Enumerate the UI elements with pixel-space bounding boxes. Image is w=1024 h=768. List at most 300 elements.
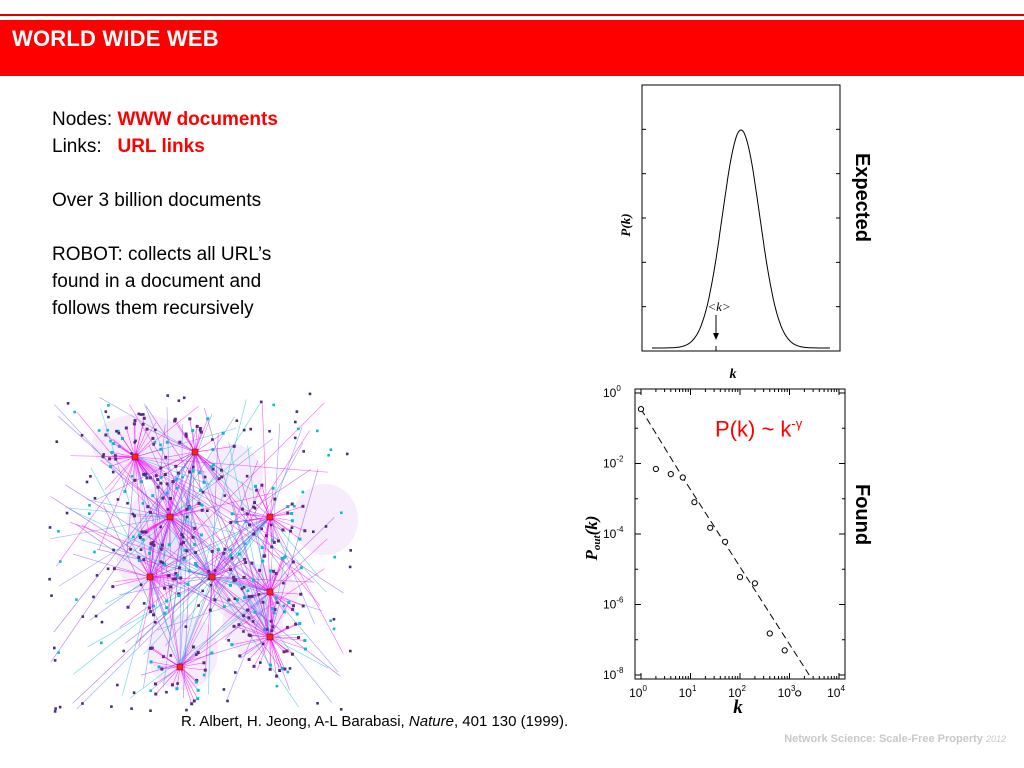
network-node (272, 570, 275, 573)
bell-curve (652, 130, 830, 348)
network-node (242, 630, 245, 633)
network-node (333, 628, 336, 631)
network-node (174, 577, 177, 580)
network-node (196, 425, 199, 428)
data-point (767, 631, 772, 636)
network-node (275, 675, 278, 678)
network-node (273, 498, 276, 501)
document-count: Over 3 billion documents (52, 190, 262, 211)
network-node (191, 429, 194, 432)
robot-line-2: found in a document and (52, 271, 262, 292)
network-node (272, 487, 275, 490)
network-node (197, 502, 200, 505)
network-node (107, 404, 110, 407)
network-node (291, 526, 294, 529)
network-node (281, 667, 284, 670)
network-node (316, 430, 319, 433)
network-node (230, 643, 233, 646)
network-node (253, 501, 256, 504)
robot-line-1: ROBOT: collects all URL’s (52, 244, 272, 265)
network-node (166, 508, 169, 511)
network-node (273, 541, 276, 544)
network-node (286, 512, 289, 515)
network-node (210, 465, 213, 468)
nodes-label: Nodes: (52, 109, 113, 130)
network-node (153, 544, 156, 547)
network-node (169, 497, 172, 500)
network-node (159, 526, 162, 529)
network-node (186, 508, 189, 511)
network-node (100, 642, 103, 645)
network-node (81, 615, 84, 618)
network-node (241, 587, 244, 590)
network-node (207, 570, 210, 573)
network-node (149, 709, 152, 712)
network-node (156, 478, 159, 481)
network-hub (267, 589, 273, 595)
network-node (197, 689, 200, 692)
network-node (259, 661, 262, 664)
network-node (220, 475, 223, 478)
network-node (247, 616, 250, 619)
links-line (52, 133, 278, 160)
network-node (179, 576, 182, 579)
network-node (300, 566, 303, 569)
network-node (329, 619, 332, 622)
network-node (201, 590, 204, 593)
network-node (214, 569, 217, 572)
network-node (197, 604, 200, 607)
reference-details: , 401 130 (1999). (453, 713, 569, 730)
network-node (139, 536, 142, 539)
network-node (118, 432, 121, 435)
network-node (202, 491, 205, 494)
network-node (102, 453, 105, 456)
network-node (327, 454, 330, 457)
network-node (134, 440, 137, 443)
network-node (252, 533, 255, 536)
network-node (131, 475, 134, 478)
reference-journal: Nature (408, 713, 454, 730)
network-node (133, 422, 136, 425)
network-node (196, 697, 199, 700)
network-node (260, 484, 263, 487)
network-node (198, 471, 201, 474)
network-node (192, 470, 195, 473)
network-node (262, 601, 265, 604)
network-node (243, 558, 246, 561)
network-node (252, 506, 255, 509)
network-node (260, 401, 263, 404)
network-node (275, 597, 278, 600)
network-node (57, 651, 60, 654)
network-link (256, 486, 270, 517)
network-node (154, 682, 157, 685)
network-node (246, 609, 249, 612)
network-node (164, 456, 167, 459)
network-hub (267, 634, 273, 640)
network-node (217, 548, 220, 551)
network-node (296, 613, 299, 616)
network-node (134, 419, 137, 422)
network-node (138, 413, 141, 416)
network-node (59, 560, 62, 563)
network-node (115, 430, 118, 433)
y-tick-label: $10^{-4}$ (603, 525, 624, 541)
network-node (186, 516, 189, 519)
network-node (75, 598, 78, 601)
network-node (73, 411, 76, 414)
network-node (294, 421, 297, 424)
network-node (206, 417, 209, 420)
network-node (192, 645, 195, 648)
x-axis-label: k (733, 697, 743, 718)
network-node (174, 465, 177, 468)
network-node (276, 685, 279, 688)
network-node (297, 428, 300, 431)
network-node (291, 653, 294, 656)
network-node (165, 606, 168, 609)
network-node (166, 441, 169, 444)
network-node (112, 442, 115, 445)
network-node (89, 475, 92, 478)
network-node (270, 524, 273, 527)
network-link (90, 577, 150, 620)
network-node (149, 610, 152, 613)
network-node (49, 526, 52, 529)
network-node (249, 428, 252, 431)
data-point (708, 525, 713, 530)
network-node (117, 498, 120, 501)
network-node (232, 580, 235, 583)
network-node (211, 438, 214, 441)
network-node (301, 505, 304, 508)
network-node (54, 707, 57, 710)
network-node (98, 429, 101, 432)
network-node (248, 595, 251, 598)
network-node (160, 668, 163, 671)
network-node (201, 509, 204, 512)
network-node (204, 669, 207, 672)
network-node (154, 621, 157, 624)
network-node (283, 668, 286, 671)
network-node (183, 396, 186, 399)
network-node (159, 448, 162, 451)
network-node (166, 482, 169, 485)
power-law-formula (715, 416, 802, 442)
network-node (304, 647, 307, 650)
network-node (248, 634, 251, 637)
network-node (94, 497, 97, 500)
network-node (127, 606, 130, 609)
network-node (232, 576, 235, 579)
network-node (203, 674, 206, 677)
network-node (237, 623, 240, 626)
expected-label: Expected (851, 153, 873, 242)
network-node (151, 437, 154, 440)
data-point (692, 500, 697, 505)
network-node (166, 394, 169, 397)
network-node (195, 653, 198, 656)
network-node (188, 506, 191, 509)
network-node (113, 567, 116, 570)
network-node (88, 504, 91, 507)
network-node (88, 512, 91, 515)
network-node (143, 602, 146, 605)
network-node (290, 512, 293, 515)
network-node (171, 480, 174, 483)
network-node (161, 544, 164, 547)
network-node (159, 467, 162, 470)
network-node (108, 457, 111, 460)
network-node (193, 699, 196, 702)
network-node (112, 549, 115, 552)
network-node (250, 562, 253, 565)
network-node (233, 625, 236, 628)
network-node (282, 528, 285, 531)
network-node (199, 489, 202, 492)
network-node (312, 530, 315, 533)
network-node (142, 413, 145, 416)
network-node (109, 465, 112, 468)
network-node (178, 399, 181, 402)
network-node (132, 536, 135, 539)
network-node (142, 538, 145, 541)
network-node (251, 595, 254, 598)
network-node (141, 530, 144, 533)
network-node (152, 613, 155, 616)
network-node (286, 626, 289, 629)
network-node (185, 549, 188, 552)
network-node (203, 481, 206, 484)
network-node (160, 476, 163, 479)
network-node (142, 423, 145, 426)
network-node (294, 623, 297, 626)
network-node (192, 536, 195, 539)
network-node (231, 512, 234, 515)
network-node (130, 707, 133, 710)
y-tick-label: $10^{-6}$ (603, 595, 624, 612)
network-node (145, 531, 148, 534)
network-node (195, 681, 198, 684)
network-node (246, 475, 249, 478)
network-node (270, 545, 273, 548)
network-node (349, 549, 352, 552)
network-node (204, 476, 207, 479)
network-node (298, 538, 301, 541)
network-node (243, 429, 246, 432)
network-node (123, 490, 126, 493)
network-node (151, 494, 154, 497)
network-node (122, 650, 125, 653)
network-node (223, 548, 226, 551)
footer-text: Network Science: Scale-Free Property (784, 733, 983, 745)
network-node (107, 567, 110, 570)
network-node (268, 430, 271, 433)
network-node (145, 476, 148, 479)
network-node (194, 551, 197, 554)
network-node (176, 682, 179, 685)
network-node (227, 639, 230, 642)
network-node (144, 473, 147, 476)
network-node (299, 593, 302, 596)
network-node (194, 562, 197, 565)
network-node (252, 665, 255, 668)
network-node (229, 584, 232, 587)
network-node (325, 525, 328, 528)
network-node (48, 578, 51, 581)
network-node (238, 654, 241, 657)
network-node (303, 639, 306, 642)
top-divider (0, 14, 1024, 16)
network-node (200, 504, 203, 507)
footer-year: 2012 (985, 734, 1006, 744)
network-node (298, 622, 301, 625)
network-node (269, 569, 272, 572)
network-node (107, 416, 110, 419)
network-node (261, 559, 264, 562)
network-node (211, 550, 214, 553)
network-node (257, 593, 260, 596)
network-hub (267, 514, 273, 520)
nodes-value: WWW documents (117, 109, 278, 130)
network-node (92, 596, 95, 599)
network-node (223, 688, 226, 691)
network-node (146, 428, 149, 431)
network-node (157, 486, 160, 489)
network-node (182, 536, 185, 539)
network-node (283, 556, 286, 559)
network-node (283, 605, 286, 608)
network-node (242, 614, 245, 617)
network-node (188, 417, 191, 420)
network-node (293, 505, 296, 508)
network-node (258, 569, 261, 572)
network-node (154, 429, 157, 432)
network-node (185, 709, 188, 712)
network-node (244, 543, 247, 546)
network-node (186, 583, 189, 586)
network-hub (167, 514, 173, 520)
network-node (150, 542, 153, 545)
network-link (270, 637, 328, 668)
network-link (195, 419, 208, 452)
network-node (116, 684, 119, 687)
network-node (163, 612, 166, 615)
network-node (277, 539, 280, 542)
robot-line-3: follows them recursively (52, 298, 254, 319)
network-node (292, 604, 295, 607)
network-node (247, 589, 250, 592)
network-node (294, 437, 297, 440)
network-node (161, 497, 164, 500)
network-node (241, 508, 244, 511)
data-point (653, 466, 658, 471)
network-node (193, 527, 196, 530)
network-node (287, 601, 290, 604)
network-node (96, 574, 99, 577)
network-node (233, 445, 236, 448)
network-node (142, 502, 145, 505)
network-node (244, 561, 247, 564)
network-node (177, 472, 180, 475)
data-point (752, 581, 757, 586)
network-node (192, 466, 195, 469)
www-network-image (40, 382, 360, 722)
network-node (234, 671, 237, 674)
y-axis-label: P(k) (618, 213, 633, 237)
network-node (223, 494, 226, 497)
network-node (104, 433, 107, 436)
expected-distribution-chart (612, 75, 842, 385)
network-node (50, 594, 53, 597)
network-hub (192, 449, 198, 455)
network-node (140, 480, 143, 483)
network-node (178, 566, 181, 569)
network-node (309, 393, 312, 396)
network-node (333, 618, 336, 621)
network-node (164, 473, 167, 476)
network-node (292, 560, 295, 563)
network-node (200, 534, 203, 537)
data-point (638, 407, 643, 412)
network-node (173, 419, 176, 422)
network-node (178, 441, 181, 444)
network-node (346, 453, 349, 456)
data-point (723, 539, 728, 544)
network-node (86, 481, 89, 484)
network-node (129, 548, 132, 551)
mean-arrow-head (713, 333, 719, 340)
x-tick-label: $10^0$ (629, 684, 647, 700)
y-tick-label: $10^{-2}$ (603, 454, 624, 471)
network-node (269, 668, 272, 671)
network-node (140, 584, 143, 587)
mean-annotation: <k> (707, 299, 731, 314)
network-node (223, 605, 226, 608)
network-node (148, 552, 151, 555)
network-hub (147, 574, 153, 580)
x-tick-label: $10^1$ (678, 684, 697, 700)
network-node (66, 512, 69, 515)
network-node (222, 432, 225, 435)
network-node (176, 487, 179, 490)
network-node (125, 426, 128, 429)
power-law-base: P(k) ~ k (715, 416, 792, 442)
network-node (54, 659, 57, 662)
network-node (171, 683, 174, 686)
network-node (146, 505, 149, 508)
network-node (333, 556, 336, 559)
network-node (330, 448, 333, 451)
network-node (220, 469, 223, 472)
cluster-shade (292, 484, 358, 555)
network-node (110, 705, 113, 708)
network-node (143, 417, 146, 420)
network-hub (132, 454, 138, 460)
network-node (248, 658, 251, 661)
network-node (261, 546, 264, 549)
network-node (149, 547, 152, 550)
network-node (281, 557, 284, 560)
reference-citation (181, 713, 568, 730)
network-node (176, 574, 179, 577)
network-node (59, 706, 62, 709)
network-node (112, 471, 115, 474)
data-point (680, 475, 685, 480)
network-node (169, 585, 172, 588)
network-node (263, 555, 266, 558)
